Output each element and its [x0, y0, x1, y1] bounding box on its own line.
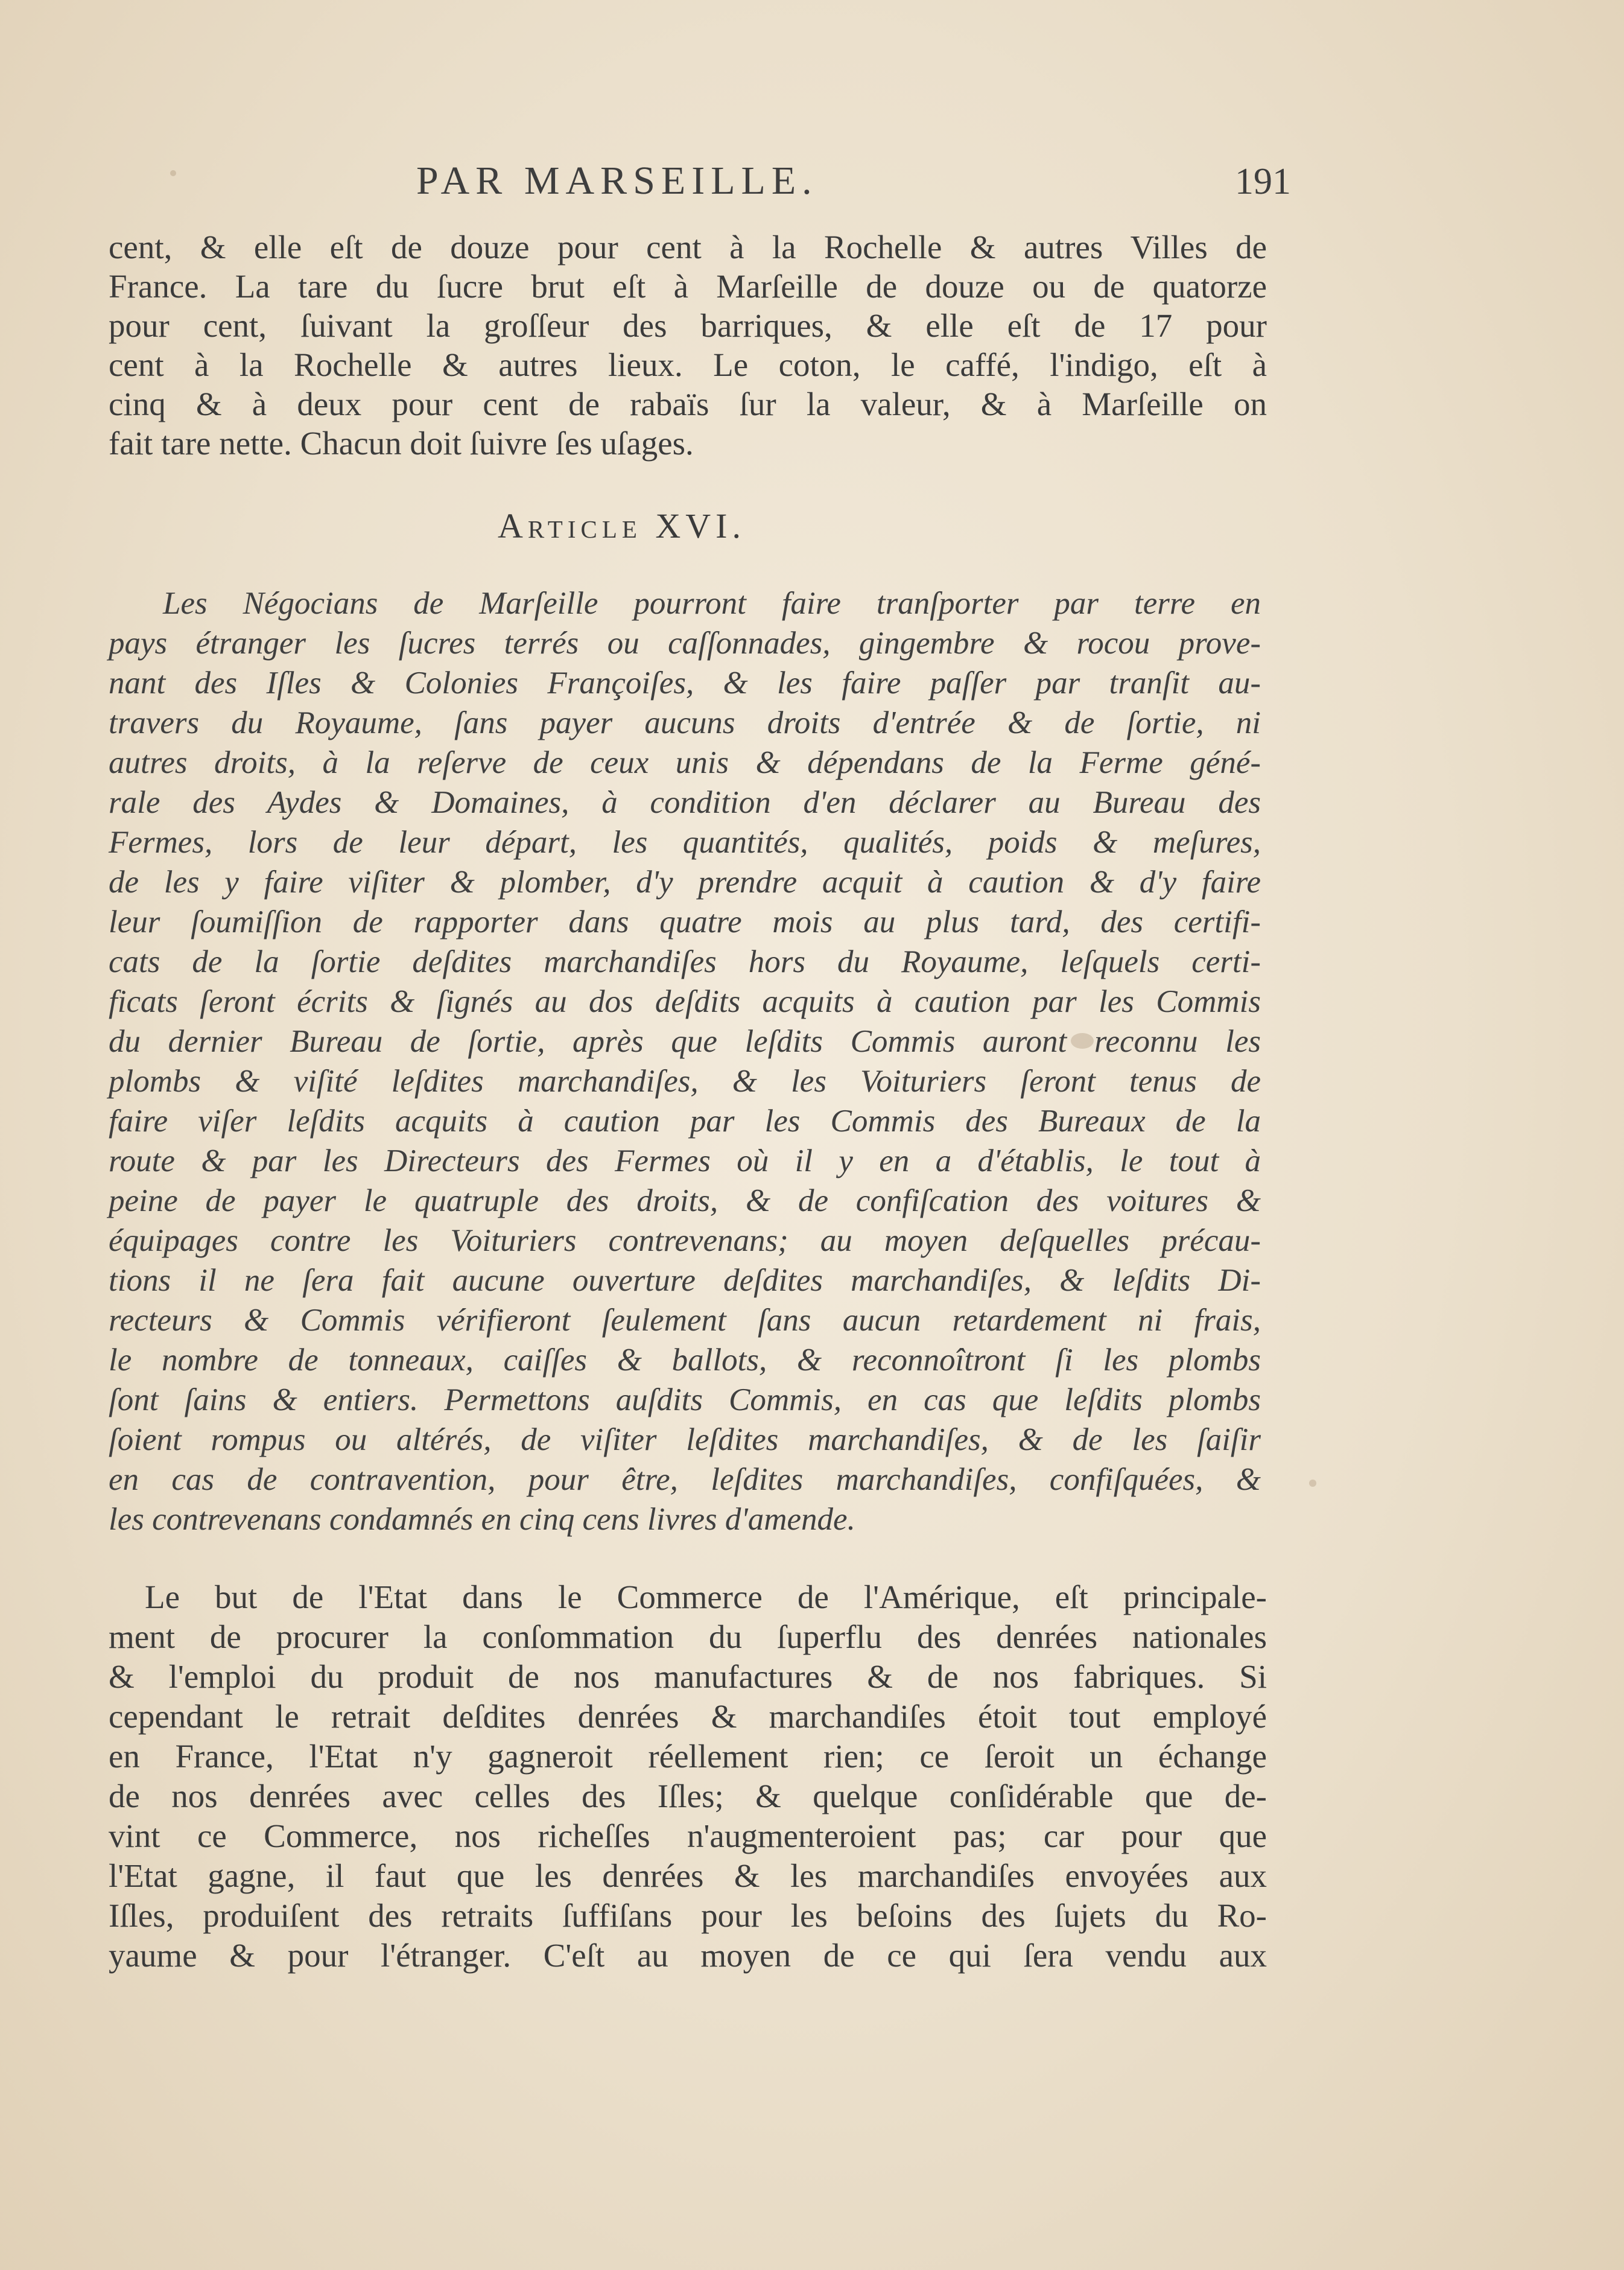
page-header	[109, 158, 1291, 206]
text-line: Le but de l'Etat dans le Commerce de l'Amérique, eſt principale-	[145, 1579, 1267, 1615]
text-line: vint ce Commerce, nos richeſſes n'augmenteroient pas; car pour que	[109, 1817, 1267, 1854]
article-line: ſont ſains & entiers. Permettons auſdits Commis, en cas que leſdits plombs	[109, 1382, 1261, 1417]
article-line: nant des Iſles & Colonies Françoiſes, & les faire paſſer par tranſit au-	[109, 666, 1261, 701]
text-line: en France, l'Etat n'y gagneroit réellement rien; ce ſeroit un échange	[109, 1738, 1267, 1775]
article-line: peine de payer le quatruple des droits, & de confiſcation des voitures &	[109, 1183, 1261, 1218]
text-line: cent, & elle eſt de douze pour cent à la Rochelle & autres Villes de	[109, 229, 1267, 265]
article-line: leur ſoumiſſion de rapporter dans quatre mois au plus tard, des certifi-	[109, 905, 1261, 939]
article-line: équipages contre les Voituriers contrevenans; au moyen deſquelles précau-	[109, 1223, 1261, 1258]
article-heading: Article XVI.	[498, 506, 746, 545]
text-line: Iſles, produiſent des retraits ſuffiſans pour les beſoins des ſujets du Ro-	[109, 1897, 1267, 1934]
text-line: France. La tare du ſucre brut eſt à Marſeille de douze ou de quatorze	[109, 268, 1267, 305]
article-line: autres droits, à la reſerve de ceux unis & dépendans de la Ferme géné-	[109, 745, 1261, 780]
article-line: Fermes, lors de leur départ, les quantités, qualités, poids & meſures,	[109, 825, 1261, 860]
article-line: ficats ſeront écrits & ſignés au dos deſdits acquits à caution par les Commis	[109, 984, 1261, 1019]
article-line: ſoient rompus ou altérés, de viſiter leſdites marchandiſes, & de les ſaiſir	[109, 1422, 1261, 1457]
article-line: les contrevenans condamnés en cinq cens livres d'amende.	[109, 1502, 855, 1537]
text-line: cent à la Rochelle & autres lieux. Le coton, le caffé, l'indigo, eſt à	[109, 346, 1267, 383]
article-line: cats de la ſortie deſdites marchandiſes hors du Royaume, leſquels certi-	[109, 944, 1261, 979]
article-line: plombs & viſité leſdites marchandiſes, & les Voituriers ſeront tenus de	[109, 1064, 1261, 1099]
text-line: yaume & pour l'étranger. C'eſt au moyen de ce qui ſera vendu aux	[109, 1937, 1267, 1974]
text-line: ment de procurer la conſommation du ſuperflu des denrées nationales	[109, 1618, 1267, 1655]
article-line: pays étranger les ſucres terrés ou caſſonnades, gingembre & rocou prove-	[109, 626, 1261, 661]
foxing-spot	[1309, 1480, 1316, 1487]
text-line: cependant le retrait deſdites denrées & marchandiſes étoit tout employé	[109, 1698, 1267, 1735]
text-line: & l'emploi du produit de nos manufactures & de nos fabriques. Si	[109, 1658, 1267, 1695]
article-line: tions il ne ſera fait aucune ouverture deſdites marchandiſes, & leſdits Di-	[109, 1263, 1261, 1298]
page-number: 191	[1235, 161, 1291, 202]
article-line: de les y faire viſiter & plomber, d'y prendre acquit à caution & d'y faire	[109, 865, 1261, 900]
article-line: recteurs & Commis vérifieront ſeulement ſans aucun retardement ni frais,	[109, 1303, 1261, 1338]
article-line: rale des Aydes & Domaines, à condition d'en déclarer au Bureau des	[109, 785, 1261, 820]
text-line: l'Etat gagne, il faut que les denrées & les marchandiſes envoyées aux	[109, 1857, 1267, 1894]
article-line: du dernier Bureau de ſortie, après que leſdits Commis auront reconnu les	[109, 1024, 1261, 1059]
article-line: en cas de contravention, pour être, leſdites marchandiſes, confiſquées, &	[109, 1462, 1261, 1497]
article-line: travers du Royaume, ſans payer aucuns droits d'entrée & de ſortie, ni	[109, 705, 1261, 740]
text-line: de nos denrées avec celles des Iſles; & quelque conſidérable que de-	[109, 1778, 1267, 1814]
article-line: le nombre de tonneaux, caiſſes & ballots, & reconnoîtront ſi les plombs	[109, 1343, 1261, 1378]
text-line: cinq & à deux pour cent de rabaïs ſur la valeur, & à Marſeille on	[109, 386, 1267, 422]
text-line: fait tare nette. Chacun doit ſuivre ſes uſages.	[109, 425, 694, 462]
article-line: route & par les Directeurs des Fermes où il y en a d'établis, le tout à	[109, 1143, 1261, 1178]
text-line: pour cent, ſuivant la groſſeur des barriques, & elle eſt de 17 pour	[109, 307, 1267, 344]
running-head: PAR MARSEILLE.	[416, 159, 818, 203]
article-line: faire viſer leſdits acquits à caution par les Commis des Bureaux de la	[109, 1104, 1261, 1139]
article-line: Les Négocians de Marſeille pourront faire tranſporter par terre en	[163, 586, 1261, 621]
